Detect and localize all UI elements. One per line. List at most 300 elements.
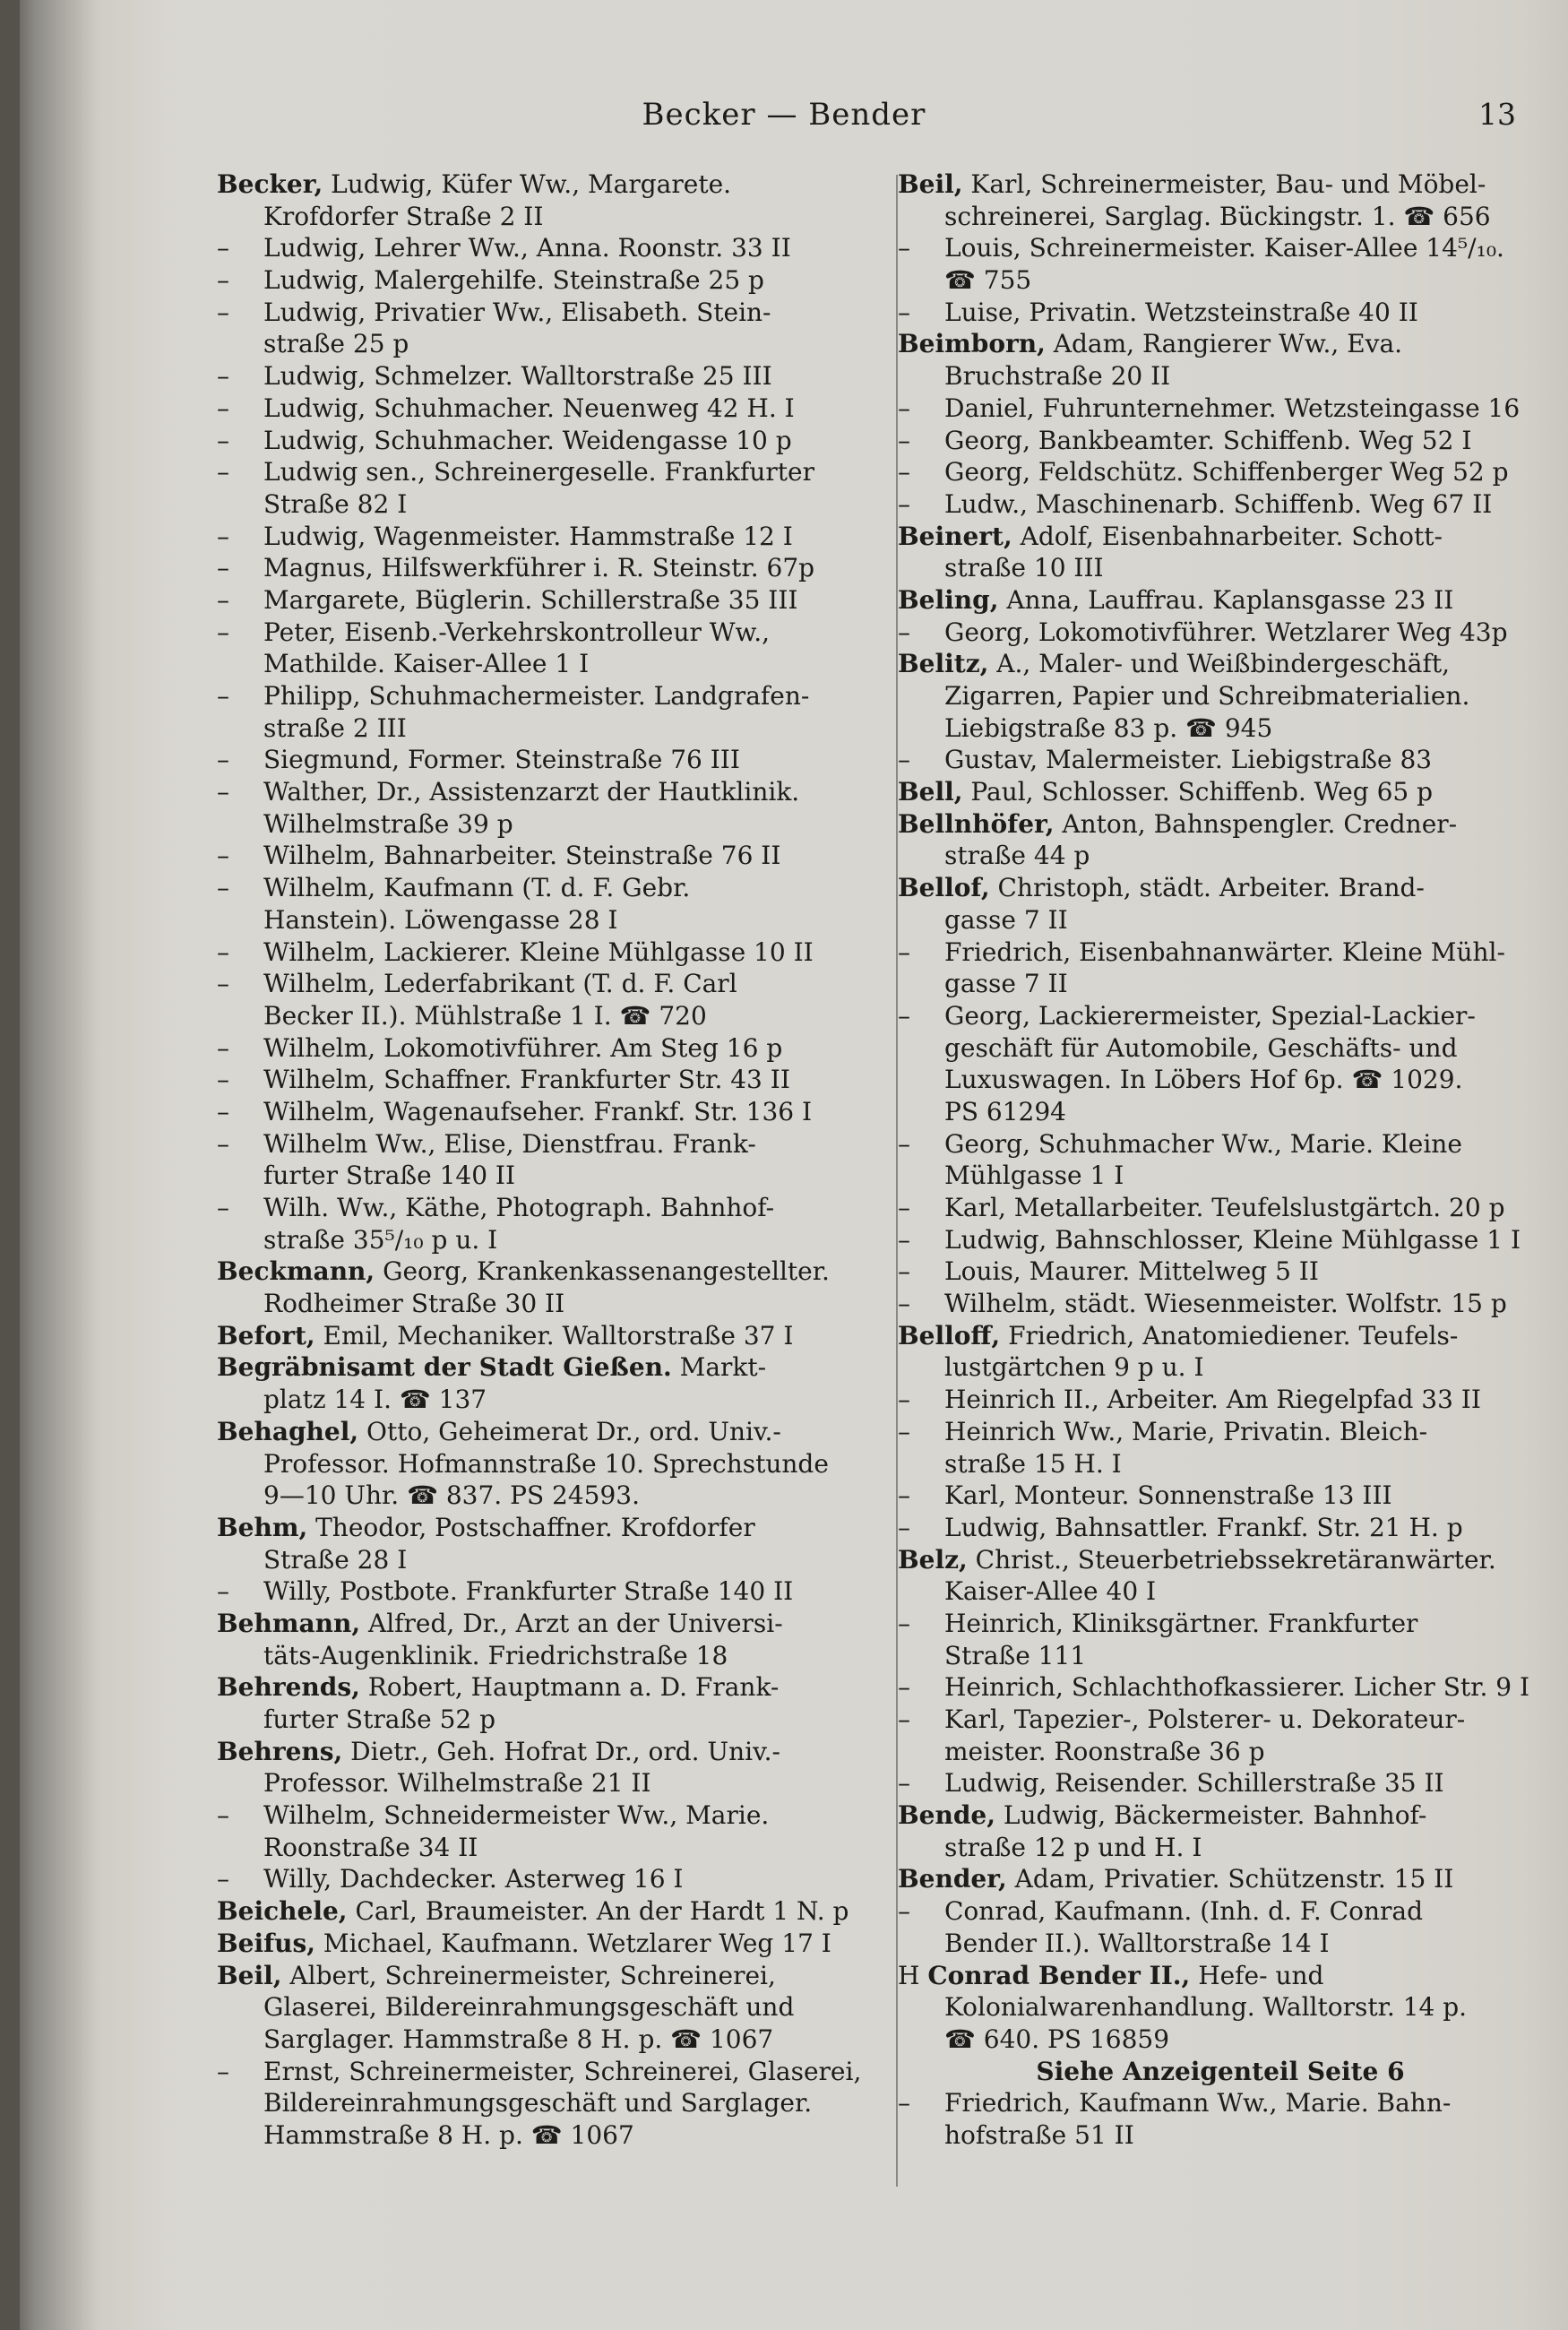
repeat-dash: –: [217, 361, 229, 392]
directory-line: [898, 264, 1543, 297]
entry-text: Willy, Postbote. Frankfurter Straße 140 II: [263, 1576, 794, 1607]
entry-text: Ludwig, Bahnschlosser, Kleine Mühlgasse 1 I: [944, 1224, 1521, 1255]
directory-line: [898, 1160, 1543, 1192]
entry-text: straße 15 H. I: [944, 1448, 1122, 1479]
repeat-dash: –: [217, 617, 229, 647]
directory-entry: [898, 328, 1543, 360]
repeat-dash: –: [898, 617, 910, 647]
entry-text: Alfred, Dr., Arzt an der Universi-: [360, 1608, 783, 1638]
directory-line: [217, 456, 864, 488]
directory-entry: [898, 808, 1543, 841]
entry-text: Straße 28 I: [263, 1544, 408, 1575]
directory-line: [898, 1384, 1543, 1416]
directory-line: [217, 425, 864, 457]
repeat-dash: –: [898, 1768, 910, 1799]
directory-entry: [217, 1895, 864, 1928]
directory-line: [898, 680, 1543, 712]
directory-line: [217, 1448, 864, 1480]
repeat-dash: –: [217, 1576, 229, 1607]
directory-line: [217, 201, 864, 233]
entry-surname: Beling,: [898, 584, 999, 615]
right-column: [898, 168, 1543, 2152]
entry-surname: Bell,: [898, 777, 963, 807]
directory-line: [898, 936, 1543, 969]
entry-text: Walther, Dr., Assistenzarzt der Hautklinik.: [263, 777, 800, 807]
directory-line: [898, 1832, 1543, 1864]
entry-text: Ludw., Maschinenarb. Schiffenb. Weg 67 II: [944, 488, 1493, 519]
directory-line: [217, 776, 864, 808]
entry-text: Professor. Hofmannstraße 10. Sprechstunde: [263, 1448, 829, 1479]
entry-text: Ernst, Schreinermeister, Schreinerei, Glaserei,: [263, 2056, 862, 2086]
repeat-dash: –: [898, 1224, 910, 1255]
entry-text: Bender II.). Walltorstraße 14 I: [944, 1928, 1330, 1958]
entry-text: Bruchstraße 20 II: [944, 361, 1171, 392]
entry-surname: Beckmann,: [217, 1256, 375, 1287]
directory-line: [217, 521, 864, 553]
entry-text: Daniel, Fuhrunternehmer. Wetzsteingasse 16: [944, 393, 1521, 423]
directory-line: [898, 1288, 1543, 1320]
repeat-dash: –: [217, 584, 229, 615]
directory-entry: [898, 776, 1543, 808]
entry-text: Albert, Schreinermeister, Schreinerei,: [281, 1960, 776, 1990]
entry-text: Luxuswagen. In Löbers Hof 6p. ☎ 1029.: [944, 1065, 1463, 1095]
entry-text: straße 10 III: [944, 553, 1104, 583]
entry-surname: Belitz,: [898, 649, 989, 679]
directory-line: [217, 808, 864, 841]
directory-line: [217, 360, 864, 393]
directory-line: [217, 2056, 864, 2088]
entry-surname: Behm,: [217, 1512, 308, 1542]
repeat-dash: –: [217, 681, 229, 711]
directory-line: [217, 680, 864, 712]
page-number: 13: [1478, 97, 1516, 132]
directory-line: [898, 1480, 1543, 1512]
entry-text: Krofdorfer Straße 2 II: [263, 201, 544, 231]
entry-surname: Bende,: [898, 1800, 995, 1831]
directory-line: [898, 1192, 1543, 1224]
directory-line: [898, 297, 1543, 329]
entry-text: A., Maler- und Weißbindergeschäft,: [988, 649, 1450, 679]
entry-text: Adolf, Eisenbahnarbeiter. Schott-: [1012, 521, 1443, 551]
directory-entry: [898, 872, 1543, 904]
directory-line: [898, 393, 1543, 425]
repeat-dash: –: [217, 1065, 229, 1095]
directory-line: [217, 648, 864, 680]
directory-line: [217, 1160, 864, 1192]
directory-line: [898, 1416, 1543, 1448]
directory-line: [217, 1064, 864, 1096]
entry-surname: Behmann,: [217, 1608, 361, 1638]
repeat-dash: –: [898, 425, 910, 455]
directory-line: [898, 1000, 1543, 1032]
entry-text: Carl, Braumeister. An der Hardt 1 N. p: [347, 1896, 849, 1927]
entry-text: Wilhelm, Kaufmann (T. d. F. Gebr.: [263, 873, 691, 903]
entry-text: Hammstraße 8 H. p. ☎ 1067: [263, 2119, 634, 2150]
directory-line: [898, 1608, 1543, 1640]
entry-text: Luise, Privatin. Wetzsteinstraße 40 II: [944, 297, 1418, 327]
entry-text: Robert, Hauptmann a. D. Frank-: [359, 1672, 780, 1703]
entry-text: Georg, Lackierermeister, Spezial-Lackier-: [944, 1000, 1476, 1031]
repeat-dash: –: [898, 1608, 910, 1638]
entry-text: Ludwig, Bäckermeister. Bahnhof-: [995, 1800, 1427, 1831]
entry-text: Louis, Maurer. Mittelweg 5 II: [944, 1256, 1319, 1287]
entry-surname: Behrens,: [217, 1736, 343, 1766]
entry-text: Ludwig, Lehrer Ww., Anna. Roonstr. 33 II: [263, 233, 791, 263]
repeat-dash: –: [898, 393, 910, 423]
directory-line: [217, 1991, 864, 2024]
running-header: [0, 97, 1568, 151]
directory-entry: [217, 1608, 864, 1640]
book-gutter: [0, 0, 20, 2330]
directory-line: [217, 584, 864, 617]
repeat-dash: –: [898, 1704, 910, 1734]
repeat-dash: –: [898, 745, 910, 775]
directory-entry: [898, 1320, 1543, 1352]
repeat-dash: –: [217, 233, 229, 263]
entry-text: Friedrich, Anatomiediener. Teufels-: [1000, 1320, 1459, 1351]
directory-line: [217, 840, 864, 872]
directory-line: [217, 1544, 864, 1576]
directory-line: [217, 1096, 864, 1128]
repeat-dash: –: [898, 488, 910, 519]
entry-text: Wilh. Ww., Käthe, Photograph. Bahnhof-: [263, 1193, 775, 1222]
repeat-dash: –: [898, 1672, 910, 1703]
repeat-dash: –: [217, 1193, 229, 1222]
directory-line: [217, 968, 864, 1000]
directory-line: [217, 1704, 864, 1736]
directory-entry: [898, 1863, 1543, 1895]
directory-entry: [217, 1512, 864, 1544]
directory-entry: [217, 1928, 864, 1960]
entry-text: Gustav, Malermeister. Liebigstraße 83: [944, 745, 1433, 775]
entry-text: Otto, Geheimerat Dr., ord. Univ.-: [358, 1416, 781, 1446]
directory-entry: [217, 1671, 864, 1704]
repeat-dash: –: [217, 873, 229, 903]
entry-text: Christoph, städt. Arbeiter. Brand-: [989, 873, 1425, 903]
repeat-dash: –: [217, 457, 229, 488]
entry-text: Wilhelm, Lokomotivführer. Am Steg 16 p: [263, 1032, 783, 1063]
entry-surname: Conrad Bender II.,: [927, 1960, 1191, 1990]
directory-line: [217, 1575, 864, 1608]
entry-text: Ludwig, Küfer Ww., Margarete.: [323, 169, 732, 199]
entry-text: Ludwig, Schmelzer. Walltorstraße 25 III: [263, 361, 772, 392]
repeat-dash: –: [898, 233, 910, 263]
directory-line: [898, 1256, 1543, 1288]
directory-entry: [217, 1736, 864, 1768]
entry-surname: Beinert,: [898, 521, 1012, 551]
entry-text: Ludwig, Privatier Ww., Elisabeth. Stein-: [263, 297, 771, 327]
entry-surname: Bellnhöfer,: [898, 808, 1055, 839]
directory-line: [217, 1288, 864, 1320]
entry-text: Christ., Steuerbetriebssekretäranwärter.: [967, 1544, 1496, 1575]
directory-entry: [217, 1351, 864, 1384]
entry-surname: Belz,: [898, 1544, 968, 1575]
directory-line: [898, 2056, 1543, 2088]
entry-text: Wilhelm, Lackierer. Kleine Mühlgasse 10 II: [263, 936, 814, 967]
entry-text: gasse 7 II: [944, 969, 1068, 999]
entry-surname: Beil,: [898, 169, 963, 199]
directory-line: [898, 1096, 1543, 1128]
entry-text: Becker II.). Mühlstraße 1 I. ☎ 720: [263, 1000, 707, 1031]
entry-text: Kaiser-Allee 40 I: [944, 1576, 1157, 1607]
repeat-dash: –: [898, 2088, 910, 2119]
directory-line: [217, 2087, 864, 2119]
entry-text: Mühlgasse 1 I: [944, 1161, 1124, 1191]
entry-text: Michael, Kaufmann. Wetzlarer Weg 17 I: [315, 1928, 831, 1958]
directory-line: [898, 1224, 1543, 1256]
entry-text: Bildereinrahmungsgeschäft und Sarglager.: [263, 2088, 813, 2119]
entry-text: Georg, Feldschütz. Schiffenberger Weg 52 p: [944, 457, 1509, 488]
entry-text: meister. Roonstraße 36 p: [944, 1736, 1265, 1766]
entry-text: Dietr., Geh. Hofrat Dr., ord. Univ.-: [342, 1736, 780, 1766]
directory-line: [898, 1671, 1543, 1704]
directory-line: [217, 1863, 864, 1895]
entry-text: Karl, Tapezier-, Polsterer- u. Dekorateur-: [944, 1704, 1466, 1734]
directory-line: [898, 1448, 1543, 1480]
entry-text: Margarete, Büglerin. Schillerstraße 35 III: [263, 584, 798, 615]
entry-text: Ludwig, Schuhmacher. Weidengasse 10 p: [263, 425, 792, 455]
entry-text: Rodheimer Straße 30 II: [263, 1289, 565, 1319]
directory-line: [217, 2024, 864, 2056]
directory-line: [898, 1736, 1543, 1768]
directory-line: [217, 393, 864, 425]
directory-line: [898, 1640, 1543, 1672]
directory-line: [898, 904, 1543, 936]
directory-line: [217, 488, 864, 521]
entry-text: Ludwig sen., Schreinergeselle. Frankfurter: [263, 457, 814, 488]
entry-text: straße 35⁵/₁₀ p u. I: [263, 1224, 498, 1255]
repeat-dash: –: [898, 1512, 910, 1542]
entry-surname: Behrends,: [217, 1672, 360, 1703]
left-column: [217, 168, 864, 2152]
entry-text: Paul, Schlosser. Schiffenb. Weg 65 p: [962, 777, 1434, 807]
repeat-dash: –: [217, 777, 229, 807]
directory-line: [898, 2119, 1543, 2152]
directory-line: [898, 552, 1543, 584]
entry-text: Ludwig, Malergehilfe. Steinstraße 25 p: [263, 265, 764, 296]
entry-text: straße 44 p: [944, 841, 1090, 871]
entry-text: Ludwig, Wagenmeister. Hammstraße 12 I: [263, 521, 793, 551]
entry-text: Peter, Eisenb.-Verkehrskontrolleur Ww.,: [263, 617, 771, 647]
repeat-dash: –: [217, 1096, 229, 1126]
entry-text: Roonstraße 34 II: [263, 1832, 478, 1862]
repeat-dash: –: [898, 1128, 910, 1159]
entry-text: Heinrich, Schlachthofkassierer. Licher Str. 9 I: [944, 1672, 1530, 1703]
directory-line: [898, 456, 1543, 488]
directory-entry: [898, 168, 1543, 201]
entry-surname: Begräbnisamt der Stadt Gießen.: [217, 1352, 672, 1383]
entry-text: täts-Augenklinik. Friedrichstraße 18: [263, 1640, 728, 1670]
repeat-dash: –: [217, 1864, 229, 1894]
entry-text: Adam, Privatier. Schützenstr. 15 II: [1006, 1864, 1454, 1894]
entry-text: Theodor, Postschaffner. Krofdorfer: [307, 1512, 755, 1542]
repeat-dash: –: [898, 1193, 910, 1222]
directory-line: [898, 1575, 1543, 1608]
entry-text: ☎ 755: [944, 265, 1032, 296]
directory-line: [217, 2119, 864, 2152]
entry-text: Wilhelm, Lederfabrikant (T. d. F. Carl: [263, 969, 737, 999]
entry-text: schreinerei, Sarglag. Bückingstr. 1. ☎ 656: [944, 201, 1491, 231]
directory-line: [217, 1000, 864, 1032]
directory-line: [217, 904, 864, 936]
entry-text: Wilhelm, Schaffner. Frankfurter Str. 43 II: [263, 1065, 790, 1095]
entry-text: Karl, Metallarbeiter. Teufelslustgärtch. 20 p: [944, 1193, 1505, 1222]
entry-text: straße 2 III: [263, 712, 407, 743]
directory-line: [898, 1704, 1543, 1736]
directory-line: [217, 872, 864, 904]
repeat-dash: –: [898, 1385, 910, 1415]
repeat-dash: –: [217, 297, 229, 327]
entry-text: Professor. Wilhelmstraße 21 II: [263, 1768, 651, 1799]
entry-text: Wilhelm, Bahnarbeiter. Steinstraße 76 II: [263, 841, 781, 871]
directory-line: [898, 617, 1543, 649]
entry-text: Heinrich II., Arbeiter. Am Riegelpfad 33 II: [944, 1385, 1481, 1415]
entry-text: Georg, Lokomotivführer. Wetzlarer Weg 43p: [944, 617, 1508, 647]
directory-line: [217, 1032, 864, 1065]
entry-text: Wilhelm, Wagenaufseher. Frankf. Str. 136 I: [263, 1096, 813, 1126]
repeat-dash: –: [217, 1032, 229, 1063]
directory-line: [217, 1832, 864, 1864]
entry-text: Georg, Bankbeamter. Schiffenb. Weg 52 I: [944, 425, 1472, 455]
entry-surname: Behaghel,: [217, 1416, 359, 1446]
directory-line: [217, 264, 864, 297]
entry-text: geschäft für Automobile, Geschäfts- und: [944, 1032, 1458, 1063]
directory-entry: [217, 1320, 864, 1352]
directory-line: [217, 1799, 864, 1832]
entry-text: straße 25 p: [263, 329, 409, 359]
directory-entry: [898, 584, 1543, 617]
repeat-dash: –: [898, 1289, 910, 1319]
entry-surname: Bender,: [898, 1864, 1007, 1894]
entry-text: Georg, Krankenkassenangestellter.: [375, 1256, 830, 1287]
directory-line: [898, 232, 1543, 264]
entry-text: Wilhelmstraße 39 p: [263, 808, 513, 839]
directory-line: [898, 1991, 1543, 2024]
entry-text: Karl, Schreinermeister, Bau- und Möbel-: [962, 169, 1486, 199]
entry-text: Adam, Rangierer Ww., Eva.: [1045, 329, 1403, 359]
entry-text: Zigarren, Papier und Schreibmaterialien.: [944, 681, 1470, 711]
entry-text: Georg, Schuhmacher Ww., Marie. Kleine: [944, 1128, 1462, 1159]
directory-line: [217, 1480, 864, 1512]
directory-line: [898, 712, 1543, 745]
entry-surname: Befort,: [217, 1320, 315, 1351]
entry-text: Heinrich Ww., Marie, Privatin. Bleich-: [944, 1416, 1428, 1446]
entry-text: Willy, Dachdecker. Asterweg 16 I: [263, 1864, 684, 1894]
directory-line: [898, 1928, 1543, 1960]
repeat-dash: –: [217, 553, 229, 583]
entry-text: Heinrich, Kliniksgärtner. Frankfurter: [944, 1608, 1418, 1638]
repeat-dash: –: [217, 969, 229, 999]
repeat-dash: –: [217, 2056, 229, 2086]
entry-text: Liebigstraße 83 p. ☎ 945: [944, 712, 1273, 743]
directory-line: [898, 1064, 1543, 1096]
entry-text: Louis, Schreinermeister. Kaiser-Allee 14⁵/₁₀.: [944, 233, 1504, 263]
directory-line: [898, 2087, 1543, 2119]
directory-entry: [217, 1416, 864, 1448]
repeat-dash: –: [898, 1896, 910, 1927]
directory-entry: [898, 1544, 1543, 1576]
entry-surname: Beimborn,: [898, 329, 1046, 359]
entry-text: Ludwig, Schuhmacher. Neuenweg 42 H. I: [263, 393, 795, 423]
repeat-dash: –: [898, 936, 910, 967]
entry-text: hofstraße 51 II: [944, 2119, 1134, 2150]
entry-text: Markt-: [671, 1352, 767, 1383]
directory-line: [217, 744, 864, 776]
directory-line: [898, 201, 1543, 233]
entry-text: Friedrich, Eisenbahnanwärter. Kleine Mühl-: [944, 936, 1505, 967]
directory-line: [217, 328, 864, 360]
entry-text: Wilhelm Ww., Elise, Dienstfrau. Frank-: [263, 1128, 756, 1159]
directory-entry: [217, 1960, 864, 1992]
entry-text: Friedrich, Kaufmann Ww., Marie. Bahn-: [944, 2088, 1452, 2119]
repeat-dash: –: [217, 393, 229, 423]
entry-text: Conrad, Kaufmann. (Inh. d. F. Conrad: [944, 1896, 1423, 1927]
directory-entry: [898, 521, 1543, 553]
entry-surname: Siehe Anzeigenteil Seite 6: [1036, 2056, 1405, 2086]
entry-text: Karl, Monteur. Sonnenstraße 13 III: [944, 1480, 1392, 1511]
directory-line: [217, 617, 864, 649]
entry-text: Ludwig, Bahnsattler. Frankf. Str. 21 H. p: [944, 1512, 1463, 1542]
repeat-dash: –: [217, 521, 229, 551]
directory-line: [898, 2024, 1543, 2056]
entry-text: Ludwig, Reisender. Schillerstraße 35 II: [944, 1768, 1444, 1799]
directory-entry: [217, 1256, 864, 1288]
entry-text: Hanstein). Löwengasse 28 I: [263, 904, 618, 935]
repeat-dash: –: [217, 936, 229, 967]
page-title: Becker — Bender: [642, 97, 926, 133]
repeat-dash: –: [898, 1000, 910, 1031]
entry-text: gasse 7 II: [944, 904, 1068, 935]
entry-text: furter Straße 52 p: [263, 1704, 496, 1734]
repeat-dash: –: [217, 425, 229, 455]
entry-surname: Beichele,: [217, 1896, 348, 1927]
directory-line: [898, 840, 1543, 872]
repeat-dash: –: [217, 841, 229, 871]
directory-entry: [217, 168, 864, 201]
entry-text: 9—10 Uhr. ☎ 837. PS 24593.: [263, 1480, 640, 1511]
entry-text: Anna, Lauffrau. Kaplansgasse 23 II: [998, 584, 1454, 615]
directory-line: [898, 744, 1543, 776]
entry-text: furter Straße 140 II: [263, 1161, 516, 1191]
entry-surname: Belloff,: [898, 1320, 1001, 1351]
directory-entry: [898, 1960, 1543, 1992]
directory-line: [898, 360, 1543, 393]
directory-line: [898, 1512, 1543, 1544]
entry-text: PS 61294: [944, 1096, 1066, 1126]
directory-line: [217, 1192, 864, 1224]
entry-surname: Becker,: [217, 169, 323, 199]
entry-text: Kolonialwarenhandlung. Walltorstr. 14 p.: [944, 1992, 1468, 2023]
directory-line: [898, 1128, 1543, 1161]
repeat-dash: –: [898, 1480, 910, 1511]
entry-prefix: H: [898, 1960, 928, 1990]
entry-text: Glaserei, Bildereinrahmungsgeschäft und: [263, 1992, 795, 2023]
entry-text: ☎ 640. PS 16859: [944, 2024, 1170, 2054]
entry-text: Mathilde. Kaiser-Allee 1 I: [263, 649, 590, 679]
directory-line: [217, 1767, 864, 1799]
repeat-dash: –: [898, 1256, 910, 1287]
entry-text: straße 12 p und H. I: [944, 1832, 1202, 1862]
directory-line: [217, 552, 864, 584]
repeat-dash: –: [217, 265, 229, 296]
repeat-dash: –: [217, 1800, 229, 1831]
directory-line: [898, 1767, 1543, 1799]
entry-surname: Beifus,: [217, 1928, 316, 1958]
entry-text: Straße 82 I: [263, 488, 408, 519]
entry-text: Magnus, Hilfswerkführer i. R. Steinstr. 67p: [263, 553, 815, 583]
repeat-dash: –: [898, 1416, 910, 1446]
repeat-dash: –: [217, 745, 229, 775]
